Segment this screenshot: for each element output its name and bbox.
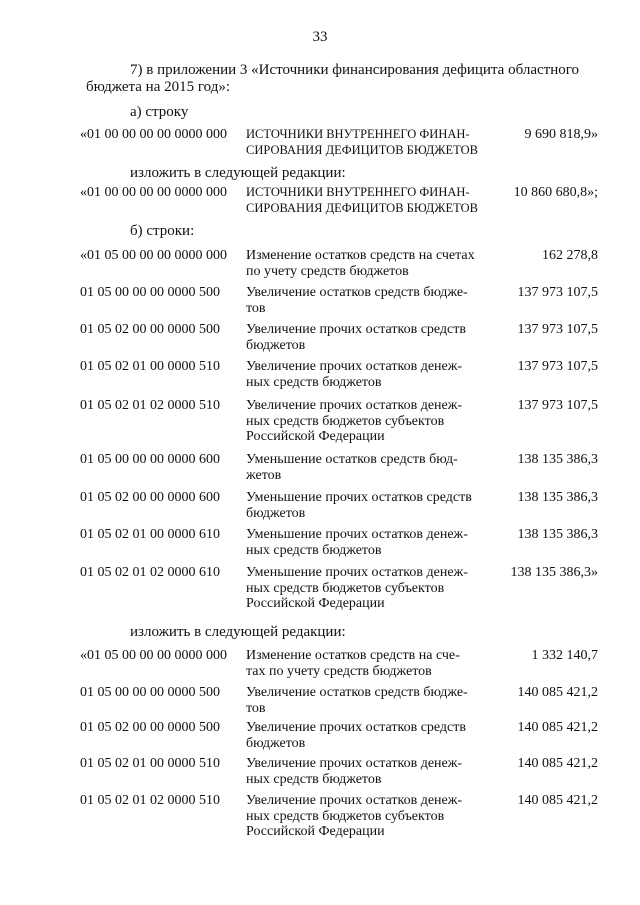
row-name-line: СИРОВАНИЯ ДЕФИЦИТОВ БЮДЖЕТОВ — [246, 142, 478, 157]
row-name-line: ных средств бюджетов — [246, 374, 382, 390]
row-name-line: по учету средств бюджетов — [246, 263, 409, 279]
row-value: 140 085 421,2 — [517, 720, 598, 735]
row-name-line: Уменьшение прочих остатков средств — [246, 490, 472, 505]
row-name-line: ИСТОЧНИКИ ВНУТРЕННЕГО ФИНАН- — [246, 185, 470, 199]
row-value: 137 973 107,5 — [517, 322, 598, 337]
row-name — [246, 127, 498, 158]
row-name-line: Увеличение прочих остатков денеж- — [246, 793, 463, 808]
row-name-line: Увеличение прочих остатков денеж- — [246, 756, 463, 771]
row-value: 140 085 421,2 — [517, 685, 598, 700]
row-code: «01 05 00 00 00 0000 000 — [80, 648, 227, 663]
row-name — [246, 648, 498, 679]
row-code: 01 05 02 00 00 0000 600 — [80, 490, 220, 505]
row-code: «01 05 00 00 00 0000 000 — [80, 248, 227, 263]
row-value: 138 135 386,3 — [517, 527, 598, 542]
section-b-label: б) строки: — [130, 223, 195, 239]
row-value: 137 973 107,5 — [517, 285, 598, 300]
row-value: 140 085 421,2 — [517, 793, 598, 808]
row-name-line: тах по учету средств бюджетов — [246, 663, 432, 679]
row-code: 01 05 02 00 00 0000 500 — [80, 720, 220, 735]
row-name — [246, 490, 498, 521]
row-code: 01 05 00 00 00 0000 500 — [80, 685, 220, 700]
section-a-label: а) строку — [130, 104, 189, 120]
row-name-line: Уменьшение прочих остатков денеж- — [246, 565, 468, 580]
row-name-line: бюджетов — [246, 505, 306, 521]
row-name-line: Уменьшение прочих остатков денеж- — [246, 527, 468, 542]
row-name-line: Увеличение остатков средств бюдже- — [246, 685, 468, 700]
intro-paragraph — [86, 62, 598, 96]
row-code: 01 05 02 01 00 0000 510 — [80, 359, 220, 374]
row-name-line: тов — [246, 700, 266, 716]
row-name-line: Российской Федерации — [246, 596, 385, 611]
row-code: 01 05 02 00 00 0000 500 — [80, 322, 220, 337]
row-name-line: бюджетов — [246, 735, 306, 751]
row-value: 1 332 140,7 — [531, 648, 598, 663]
row-name-line: Увеличение прочих остатков средств — [246, 720, 467, 735]
row-name — [246, 685, 498, 716]
row-code: 01 05 02 01 00 0000 610 — [80, 527, 220, 542]
row-name — [246, 248, 498, 279]
row-name-line: ных средств бюджетов — [246, 542, 382, 558]
row-name-line: Изменение остатков средств на сче- — [246, 648, 460, 663]
row-code: 01 05 00 00 00 0000 600 — [80, 452, 220, 467]
section-b-replace-label: изложить в следующей редакции: — [130, 624, 346, 640]
row-name — [246, 756, 498, 787]
row-value: 9 690 818,9» — [524, 127, 598, 142]
row-name-line: Увеличение прочих остатков денеж- — [246, 359, 463, 374]
row-name-line: ных средств бюджетов — [246, 771, 382, 787]
row-value: 140 085 421,2 — [517, 756, 598, 771]
row-code: 01 05 00 00 00 0000 500 — [80, 285, 220, 300]
row-name-line: ных средств бюджетов субъектов — [246, 580, 445, 596]
section-a-replace-label: изложить в следующей редакции: — [130, 165, 346, 181]
row-code: «01 00 00 00 00 0000 000 — [80, 185, 227, 200]
row-name — [246, 452, 498, 483]
row-name-line: тов — [246, 300, 266, 316]
page-number: 33 — [312, 29, 328, 45]
row-name — [246, 185, 498, 216]
row-code: 01 05 02 01 02 0000 510 — [80, 793, 220, 808]
row-code: 01 05 02 01 02 0000 610 — [80, 565, 220, 580]
row-name — [246, 398, 498, 445]
row-name-line: жетов — [246, 467, 282, 483]
row-name — [246, 285, 498, 316]
row-name — [246, 793, 498, 840]
row-name-line: Российской Федерации — [246, 429, 385, 444]
row-name-line: Уменьшение остатков средств бюд- — [246, 452, 458, 467]
row-name-line: бюджетов — [246, 337, 306, 353]
row-name-line: Изменение остатков средств на счетах — [246, 248, 475, 263]
row-name — [246, 565, 498, 612]
row-name-line: Увеличение прочих остатков средств — [246, 322, 467, 337]
intro-line-1: 7) в приложении 3 «Источники финансирования дефицита областного — [130, 62, 580, 78]
row-name — [246, 359, 498, 390]
row-name-line: СИРОВАНИЯ ДЕФИЦИТОВ БЮДЖЕТОВ — [246, 200, 478, 215]
row-name-line: ных средств бюджетов субъектов — [246, 413, 445, 429]
row-value: 10 860 680,8»; — [513, 185, 598, 200]
row-value: 137 973 107,5 — [517, 398, 598, 413]
row-name — [246, 720, 498, 751]
row-code: «01 00 00 00 00 0000 000 — [80, 127, 227, 142]
row-value: 162 278,8 — [542, 248, 598, 263]
row-value: 138 135 386,3 — [517, 452, 598, 467]
row-value: 138 135 386,3» — [510, 565, 598, 580]
row-name — [246, 527, 498, 558]
row-code: 01 05 02 01 02 0000 510 — [80, 398, 220, 413]
row-name — [246, 322, 498, 353]
row-code: 01 05 02 01 00 0000 510 — [80, 756, 220, 771]
row-name-line: ных средств бюджетов субъектов — [246, 808, 445, 824]
row-value: 137 973 107,5 — [517, 359, 598, 374]
row-name-line: Увеличение прочих остатков денеж- — [246, 398, 463, 413]
row-name-line: ИСТОЧНИКИ ВНУТРЕННЕГО ФИНАН- — [246, 127, 470, 141]
row-name-line: Российской Федерации — [246, 824, 385, 839]
row-value: 138 135 386,3 — [517, 490, 598, 505]
row-name-line: Увеличение остатков средств бюдже- — [246, 285, 468, 300]
intro-line-2: бюджета на 2015 год»: — [86, 79, 231, 95]
